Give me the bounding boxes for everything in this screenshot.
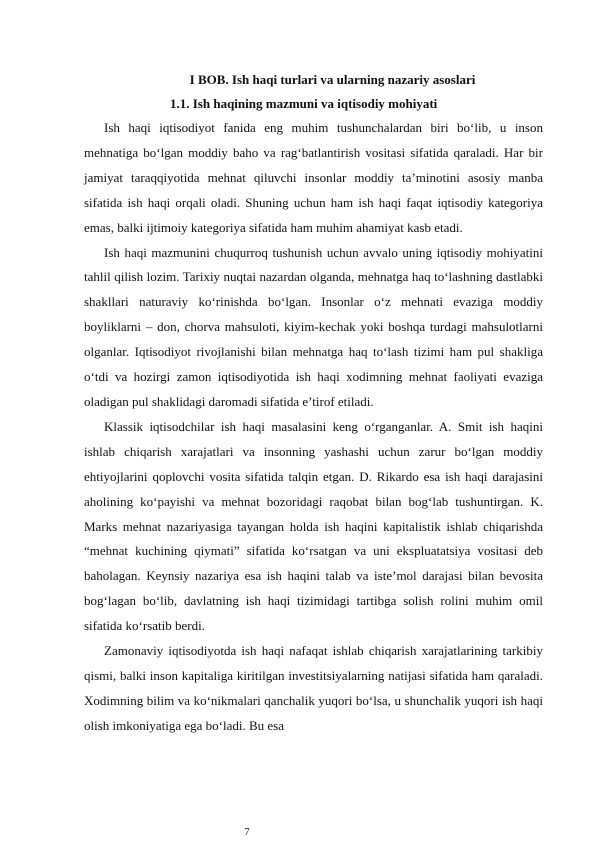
paragraph-2: Ish haqi mazmunini chuqurroq tushunish uchun avvalo uning iqtisodiy mohiyatini tahlil qilish lozim. Tarixiy nuqtai nazardan olganda, mehnatga haq to‘lashning dastlabki shakllari naturaviy ko‘rinishda bo‘lgan. Insonlar o‘z mehnati evaziga moddiy boyliklarni – don, chorva mahsuloti, kiyim-kechak yoki boshqa turdagi mahsulotlarni olganlar. Iqtisodiyot rivojlanishi bilan mehnatga haq to‘lash tizimi ham pul shakliga o‘tdi va hozirgi zamon iqtisodiyotida ish haqi xodimning mehnat faoliyati evaziga oladigan pul shaklidagi daromadi sifatida e’tirof etiladi. (84, 244, 543, 409)
page-number: 7 (244, 826, 250, 838)
section-title: 1.1. Ish haqining mazmuni va iqtisodiy mohiyati (170, 96, 438, 111)
paragraph-1: Ish haqi iqtisodiyot fanida eng muhim tushunchalardan biri bo‘lib, u inson mehnatiga bo‘lgan moddiy baho va rag‘batlantirish vositasi sifatida qaraladi. Har bir jamiyat taraqqiyotida mehnat qiluvchi insonlar moddiy ta’minotini asosiy manba sifatida ish haqi orqali oladi. Shuning uchun ham ish haqi faqat iqtisodiy kategoriya emas, balki ijtimoiy kategoriya sifatida ham muhim ahamiyat kasb etadi. (84, 120, 543, 235)
paragraph-4: Zamonaviy iqtisodiyotda ish haqi nafaqat ishlab chiqarish xarajatlarining tarkibiy qismi, balki inson kapitaliga kiritilgan investitsiyalarning natijasi sifatida ham qaraladi. Xodimning bilim va ko‘nikmalari qanchalik yuqori bo‘lsa, u shunchalik yuqori ish haqi olish imkoniyatiga ega bo‘ladi. Bu esa (84, 643, 543, 733)
paragraph-3: Klassik iqtisodchilar ish haqi masalasini keng o‘rganganlar. A. Smit ish haqini ishlab chiqarish xarajatlari va insonning yashashi uchun zarur bo‘lgan moddiy ehtiyojlarini qoplovchi vosita sifatida talqin etgan. D. Rikardo esa ish haqi darajasini aholining ko‘payishi va mehnat bozoridagi raqobat bilan bog‘lab tushuntirgan. K. Marks mehnat nazariyasiga tayangan holda ish haqini kapitalistik ishlab chiqarishda “mehnat kuchining qiymati” sifatida ko‘rsatgan va uni ekspluatatsiya vositasi deb baholagan. Keynsiy nazariya esa ish haqini talab va iste’mol darajasi bilan bevosita bog‘lagan bo‘lib, davlatning ish haqi tizimidagi tartibga solish rolini muhim omil sifatida ko‘rsatib berdi. (84, 418, 543, 634)
chapter-title: I BOB. Ish haqi turlari va ularning nazariy asoslari (189, 72, 476, 87)
page-content (84, 68, 543, 739)
